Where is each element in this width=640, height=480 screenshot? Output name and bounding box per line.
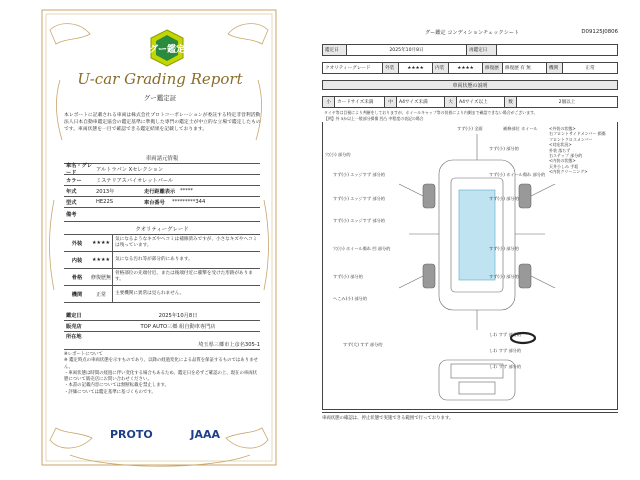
goo-badge-icon <box>147 28 187 68</box>
exterior-label: 外装 <box>383 63 399 74</box>
recert-value <box>497 45 618 56</box>
eval-key: 機関 <box>71 291 83 298</box>
size-small: 小 <box>323 97 335 108</box>
row-value: 埼玉県三郷市上彦名305-1 <box>198 342 260 348</box>
row-key: 車台番号 <box>144 199 165 206</box>
damage-label: しわ すず 部分的 <box>489 332 522 337</box>
row-value: ミステリアスバイオレットパール <box>96 177 174 184</box>
eval-key: 内装 <box>71 257 83 264</box>
row-value: アルトラパン Xセレクション <box>96 166 164 173</box>
memo-line: 天井小しみ 手垢 <box>549 163 579 169</box>
table-row <box>64 175 260 186</box>
size-card: カードサイズ未満 <box>335 97 385 108</box>
memo-line: 外装 落ちず <box>549 147 571 153</box>
interior-label: 内装 <box>433 63 449 74</box>
sheet-title: グー鑑定 コンディションチェックシート <box>424 30 520 36</box>
row-key: 所在地 <box>66 334 82 340</box>
table-row <box>64 164 260 175</box>
damage-label: すず(小) エッジすず 部分的 <box>333 172 385 177</box>
status-heading: 車両状態の説明 <box>322 80 618 90</box>
vehicle-info-table <box>64 164 260 222</box>
row-value: HE22S <box>96 199 114 205</box>
quality-grade-heading: クオリティーグレード <box>64 225 260 235</box>
eval-desc: 主要機関に異常は見られません。 <box>112 286 260 302</box>
damage-label: すず(小) エッジすず 部分的 <box>333 196 385 201</box>
memo-line: フロントクロスメンバー <box>549 136 593 142</box>
condition-check-sheet <box>322 28 618 428</box>
damage-label: すず(小) 部分的 <box>489 146 519 151</box>
note-line: ※ 鑑定時点の車両状態を示すものであり、以降の経過変化による品質を保証するものではありません。 <box>64 358 258 370</box>
row-key: 販売店 <box>66 323 82 330</box>
intro-text: 本レポートに記載される車両は株式会社プロトコーポレーションが委託する特定非営利活動法人日本自動車鑑定協会の鑑定基準に準拠した専門の鑑定士が中立的な立場で鑑定したものです。車両状態を一目で確認できる鑑定結果を記載しております。 <box>64 113 261 133</box>
damage-label: すず(大) すず 部分的 <box>343 342 383 347</box>
vehicle-info-heading: 車両諸元情報 <box>64 154 260 164</box>
date-label: 鑑定日 <box>323 45 347 56</box>
damage-label: しわ すず 部分的 <box>489 348 522 353</box>
eval-stars: ★★★★ <box>92 240 110 246</box>
tyre-note: タイヤ等は目視により判断をしておりますが、ホイールキャップ等の装着により内側まで確認できない場合がございます。 <box>324 110 538 115</box>
memo-line: 右ステップ 部分的 <box>549 153 583 159</box>
sheet-footnote: 車両状態の確認は、停止状態で実施できる範囲で行っております。 <box>322 412 618 421</box>
proto-logo: PROTO <box>110 428 153 441</box>
interior-stars: ★★★★ <box>449 63 483 74</box>
date-table <box>322 44 618 56</box>
car-diagram <box>393 124 561 404</box>
eval-key: 骨格 <box>71 274 83 281</box>
table-row <box>64 186 260 197</box>
damage-label: すず(小) 部分的 <box>489 274 519 279</box>
row-key: 車名・グレード <box>66 163 92 176</box>
exterior-stars: ★★★★ <box>399 63 433 74</box>
repair-value: 修復歴 有 無 <box>503 63 547 74</box>
repair-label: 修復歴 <box>483 63 503 74</box>
grade-table <box>322 62 618 74</box>
row-key: 年式 <box>66 188 77 195</box>
eval-stars: 修復歴無 <box>90 274 111 281</box>
damage-label: 補修部位 ホイール <box>503 126 538 131</box>
certificate-name: グー鑑定証 <box>143 94 177 102</box>
row-value: ***** <box>180 188 193 194</box>
quality-label: クオリティーグレード <box>323 63 383 74</box>
memo-line: <内装クリーニング> <box>549 169 588 175</box>
note-line: ・本書の記載内容については無断転載を禁止します。 <box>64 383 169 389</box>
eval-key: 外装 <box>71 240 83 247</box>
table-row <box>64 310 260 321</box>
damage-label: すず(小) エッジすず 部分的 <box>333 218 385 223</box>
damage-label: しわ すず 部分的 <box>489 364 522 369</box>
damage-label: すず(小) 部分的 <box>489 246 519 251</box>
row-key: カラー <box>66 177 82 184</box>
jaaa-logo: JAAA <box>190 428 220 441</box>
row-value: 2025年10月8日 <box>158 312 198 319</box>
recert-label: 再鑑定日 <box>467 45 497 56</box>
memo-heading: <外装の状態> <box>549 126 576 131</box>
sheet-code: D09125J0806 <box>581 29 618 35</box>
engine-label: 機関 <box>547 63 563 74</box>
eval-desc: 骨格部位の先端付近、または後端付近に衝撃を受けた形跡があります。 <box>112 269 260 285</box>
damage-label: すず(小) 部分的 <box>333 274 363 279</box>
eval-row-exterior <box>64 235 260 252</box>
eval-desc: 気になるようなキズやヘコミは補修済みですが、小さなキズやヘコミは残っています。 <box>112 235 260 251</box>
damage-label: 穴(小) ホイール傷れ 凹 部分的 <box>333 246 391 251</box>
engine-value: 正常 <box>563 63 618 74</box>
svg-text:グー鑑定: グー鑑定 <box>148 45 186 55</box>
count-label: 数 <box>505 97 517 108</box>
legend-note: 【例】外 3か以上一般部分損傷 凹凸 中程度の表記の場合 <box>324 116 424 121</box>
date-value: 2025年10月8日 <box>347 45 467 56</box>
row-value: *********344 <box>172 199 206 205</box>
row-key: 型式 <box>66 199 77 206</box>
note-line: ・評価については鑑定基準に基づくものです。 <box>64 389 156 395</box>
table-row <box>64 332 260 350</box>
size-a4up: A4サイズ以上 <box>457 97 505 108</box>
memo-line: <内装の状態> <box>549 158 576 164</box>
size-a4: A4サイズ未満 <box>397 97 445 108</box>
eval-stars: ★★★★ <box>92 257 110 263</box>
eval-row-frame <box>64 269 260 286</box>
memo-line: <対応状況> <box>549 142 572 148</box>
shop-info-table <box>64 310 260 350</box>
eval-stars: 正常 <box>95 291 106 298</box>
row-value: 2013年 <box>96 188 115 195</box>
table-row <box>64 208 260 222</box>
damage-label: 穴(小) 部分的 <box>325 152 351 157</box>
grading-certificate <box>0 0 318 480</box>
damage-diagram-area <box>322 122 618 410</box>
size-table <box>322 96 618 108</box>
notes-heading: ※レポートについて <box>64 352 103 357</box>
row-key: 走行距離表示 <box>144 188 176 195</box>
eval-desc: 気になる汚れ等が部分的にあります。 <box>112 252 260 268</box>
row-key: 鑑定日 <box>66 312 82 319</box>
row-key: 備考 <box>66 212 77 218</box>
report-title: U-car Grading Report <box>77 70 243 88</box>
note-line: ・車両状態は時間の経過に伴い変化する場合もあるため、鑑定日を必ずご確認の上、現在の車両状態について販売店にお問い合わせください。 <box>64 370 258 383</box>
notes-block <box>64 352 260 396</box>
damage-label: すず(小) ホイール傷れ 部分的 <box>489 172 546 177</box>
row-value: TOP AUTO三郷 組自動車専門店 <box>140 323 216 330</box>
memo-line: 右フロントサイドメンバー 損傷 <box>549 131 606 137</box>
size-large: 大 <box>445 97 457 108</box>
count-value: 2個以上 <box>517 97 618 108</box>
damage-label: へこみ(小) 部分的 <box>333 296 367 301</box>
damage-label: すず(小) 全面 <box>457 126 483 131</box>
evaluation-table <box>64 235 260 303</box>
table-row <box>64 321 260 332</box>
eval-row-interior <box>64 252 260 269</box>
table-row <box>64 197 260 208</box>
logo-row <box>110 428 220 441</box>
size-mid: 中 <box>385 97 397 108</box>
sheet-header <box>322 28 618 38</box>
eval-row-engine <box>64 286 260 303</box>
condition-memo <box>549 126 617 175</box>
damage-label: すず(小) 部分的 <box>489 196 519 201</box>
